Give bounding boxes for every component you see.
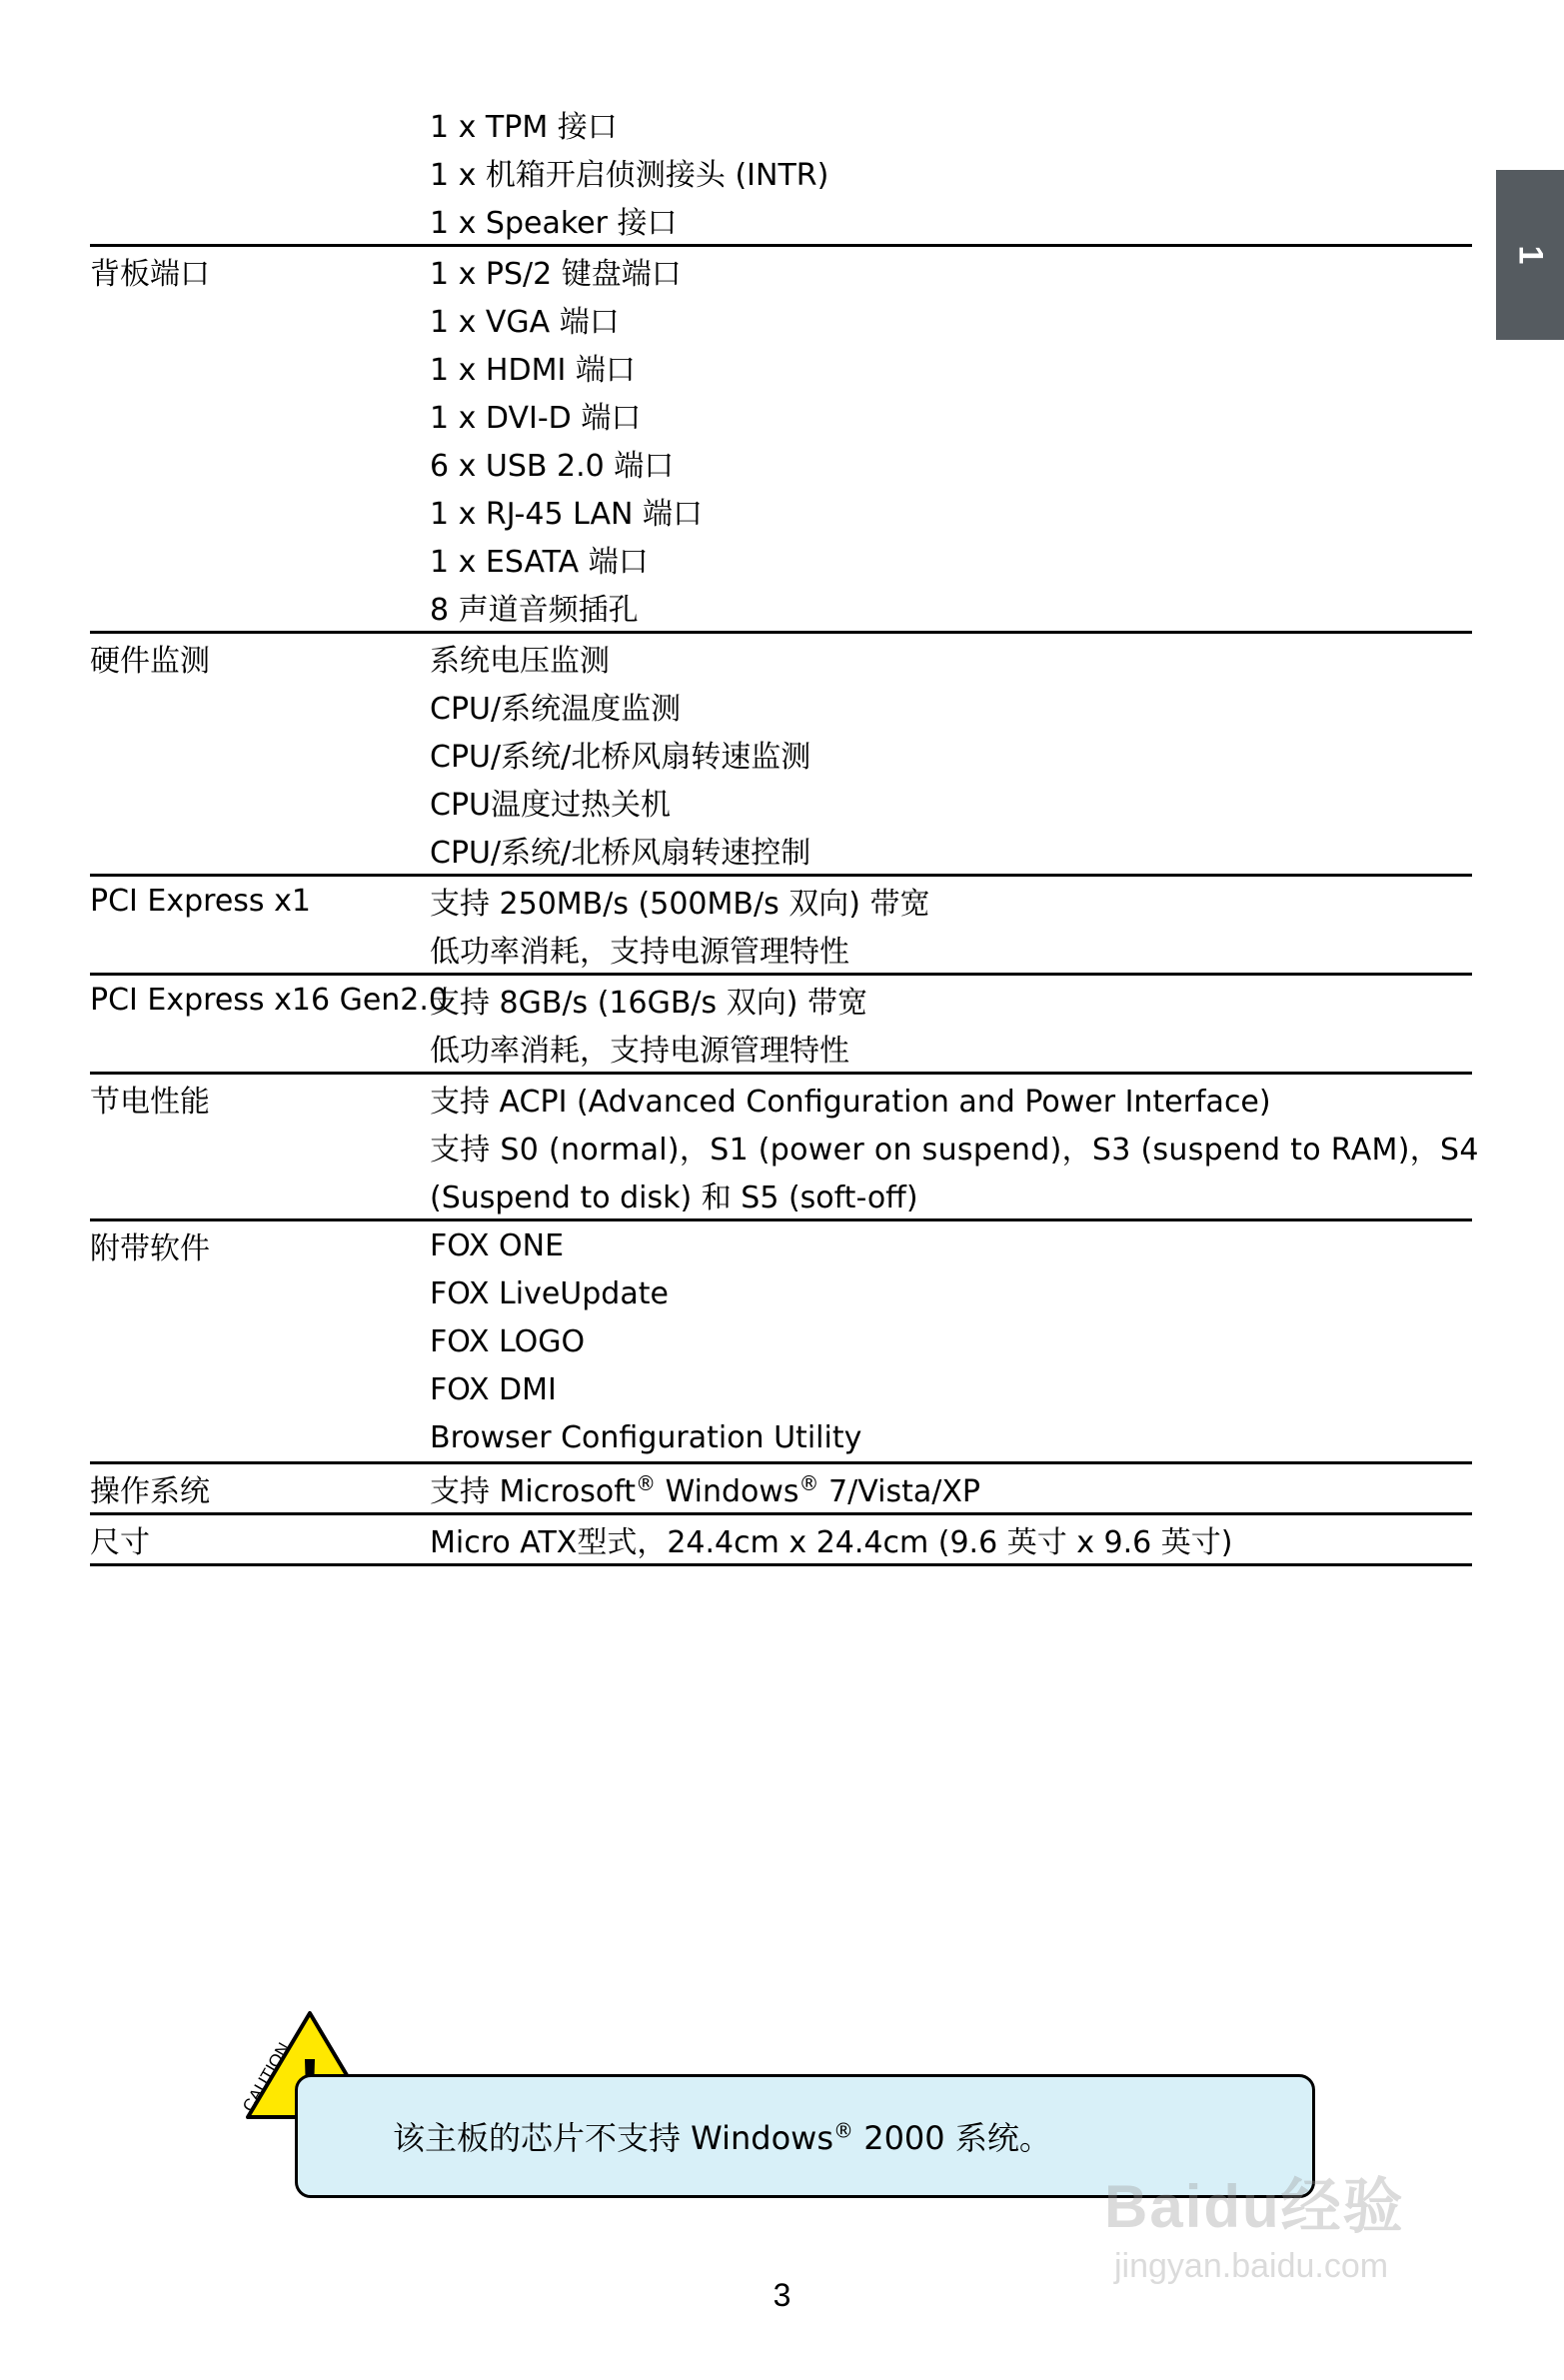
spec-value: 1 x Speaker 接口 (430, 206, 678, 241)
spec-value: 1 x HDMI 端口 (430, 353, 636, 388)
spec-value: 8 声道音频插孔 (430, 593, 639, 628)
spec-section (90, 634, 1472, 877)
watermark-brand: Baidu经验 (1104, 2173, 1405, 2240)
spec-row (90, 1515, 1472, 1563)
spec-row (90, 1464, 1472, 1512)
spec-row (90, 634, 1472, 682)
spec-row (90, 976, 1472, 1024)
spec-value: 低功率消耗，支持电源管理特性 (430, 1034, 849, 1069)
spec-row (90, 1171, 1472, 1218)
spec-row (90, 730, 1472, 778)
spec-label: 附带软件 (90, 1231, 210, 1266)
spec-value: 1 x ESATA 端口 (430, 545, 649, 580)
spec-label: 节电性能 (90, 1085, 210, 1120)
spec-value: FOX LOGO (430, 1323, 586, 1359)
spec-row (90, 826, 1472, 874)
spec-value: 支持 250MB/s (500MB/s 双向) 带宽 (430, 887, 930, 922)
spec-value: FOX LiveUpdate (430, 1275, 669, 1311)
spec-value: Micro ATX型式，24.4cm x 24.4cm (9.6 英寸 x 9.6 英寸) (430, 1525, 1233, 1560)
spec-row (90, 100, 1472, 148)
spec-row (90, 1123, 1479, 1171)
spec-row (90, 535, 1472, 583)
spec-table (90, 100, 1479, 1566)
spec-value: 1 x PS/2 键盘端口 (430, 257, 682, 292)
spec-section-os (90, 1464, 1472, 1515)
spec-row (90, 148, 1472, 196)
spec-row (90, 1221, 1472, 1269)
spec-value: CPU/系统/北桥风扇转速监测 (430, 740, 811, 775)
spec-row (90, 1365, 1472, 1413)
os-versions: 7/Vista/XP (818, 1474, 980, 1509)
spec-row (90, 778, 1472, 826)
spec-value: FOX ONE (430, 1227, 565, 1263)
spec-sections (90, 100, 1479, 1464)
spec-value: 支持 ACPI (Advanced Configuration and Power Interface) (430, 1085, 1271, 1120)
caution-text-after: 2000 系统。 (853, 2119, 1051, 2157)
spec-section (90, 1075, 1479, 1221)
registered-mark: ® (636, 1471, 657, 1495)
spec-label: PCI Express x16 Gen2.0 (90, 982, 448, 1018)
spec-row (90, 487, 1472, 535)
spec-value: 1 x RJ-45 LAN 端口 (430, 497, 703, 532)
page-number: 3 (773, 2277, 791, 2313)
spec-row (90, 1317, 1472, 1365)
spec-row (90, 295, 1472, 343)
spec-row (90, 1075, 1472, 1123)
caution-label: CAUTION (239, 2039, 294, 2115)
spec-value: 1 x DVI-D 端口 (430, 401, 642, 436)
spec-value: CPU/系统温度监测 (430, 692, 682, 727)
watermark (1104, 2159, 1464, 2299)
spec-section (90, 247, 1472, 634)
spec-row (90, 1269, 1472, 1317)
spec-section-size (90, 1515, 1472, 1566)
spec-value: Browser Configuration Utility (430, 1419, 862, 1455)
registered-mark: ® (798, 1471, 819, 1495)
spec-value: 支持 S0 (normal)，S1 (power on suspend)，S3 (suspend to RAM)，S4 (430, 1133, 1479, 1168)
spec-row (90, 391, 1472, 439)
spec-section (90, 976, 1472, 1075)
spec-value: 支持 8GB/s (16GB/s 双向) 带宽 (430, 986, 867, 1021)
spec-section (90, 877, 1472, 976)
caution-text (393, 2113, 1051, 2159)
spec-value: 1 x TPM 接口 (430, 110, 618, 145)
spec-label: PCI Express x1 (90, 883, 311, 919)
spec-row (90, 925, 1472, 973)
spec-value: FOX DMI (430, 1371, 557, 1407)
spec-value: 系统电压监测 (430, 644, 610, 679)
spec-section (90, 1221, 1472, 1464)
spec-value: CPU/系统/北桥风扇转速控制 (430, 836, 811, 871)
spec-row (90, 1413, 1472, 1461)
spec-row (90, 877, 1472, 925)
spec-row (90, 1024, 1472, 1072)
spec-row (90, 247, 1472, 295)
chapter-number: 1 (1511, 245, 1550, 265)
caution-text-before: 该主板的芯片不支持 Windows (393, 2119, 834, 2157)
spec-value: (Suspend to disk) 和 S5 (soft-off) (430, 1181, 918, 1215)
chapter-tab (1496, 170, 1564, 340)
spec-value: 1 x 机箱开启侦测接头 (INTR) (430, 158, 829, 193)
spec-row (90, 439, 1472, 487)
spec-value: 6 x USB 2.0 端口 (430, 449, 675, 484)
os-prefix: 支持 Microsoft (430, 1474, 637, 1509)
spec-label: 背板端口 (90, 257, 210, 292)
spec-value: 1 x VGA 端口 (430, 305, 620, 340)
spec-row (90, 682, 1472, 730)
watermark-url: jingyan.baidu.com (1114, 2247, 1389, 2285)
spec-value: CPU温度过热关机 (430, 788, 671, 823)
registered-mark: ® (833, 2118, 854, 2143)
os-windows: Windows (656, 1474, 799, 1509)
spec-value (430, 1466, 1472, 1510)
spec-label: 尺寸 (90, 1525, 150, 1560)
spec-label: 硬件监测 (90, 644, 210, 679)
spec-row (90, 196, 1472, 244)
spec-section (90, 100, 1472, 247)
spec-row (90, 583, 1472, 631)
spec-row (90, 343, 1472, 391)
spec-value: 低功率消耗，支持电源管理特性 (430, 935, 849, 970)
spec-label: 操作系统 (90, 1474, 210, 1509)
